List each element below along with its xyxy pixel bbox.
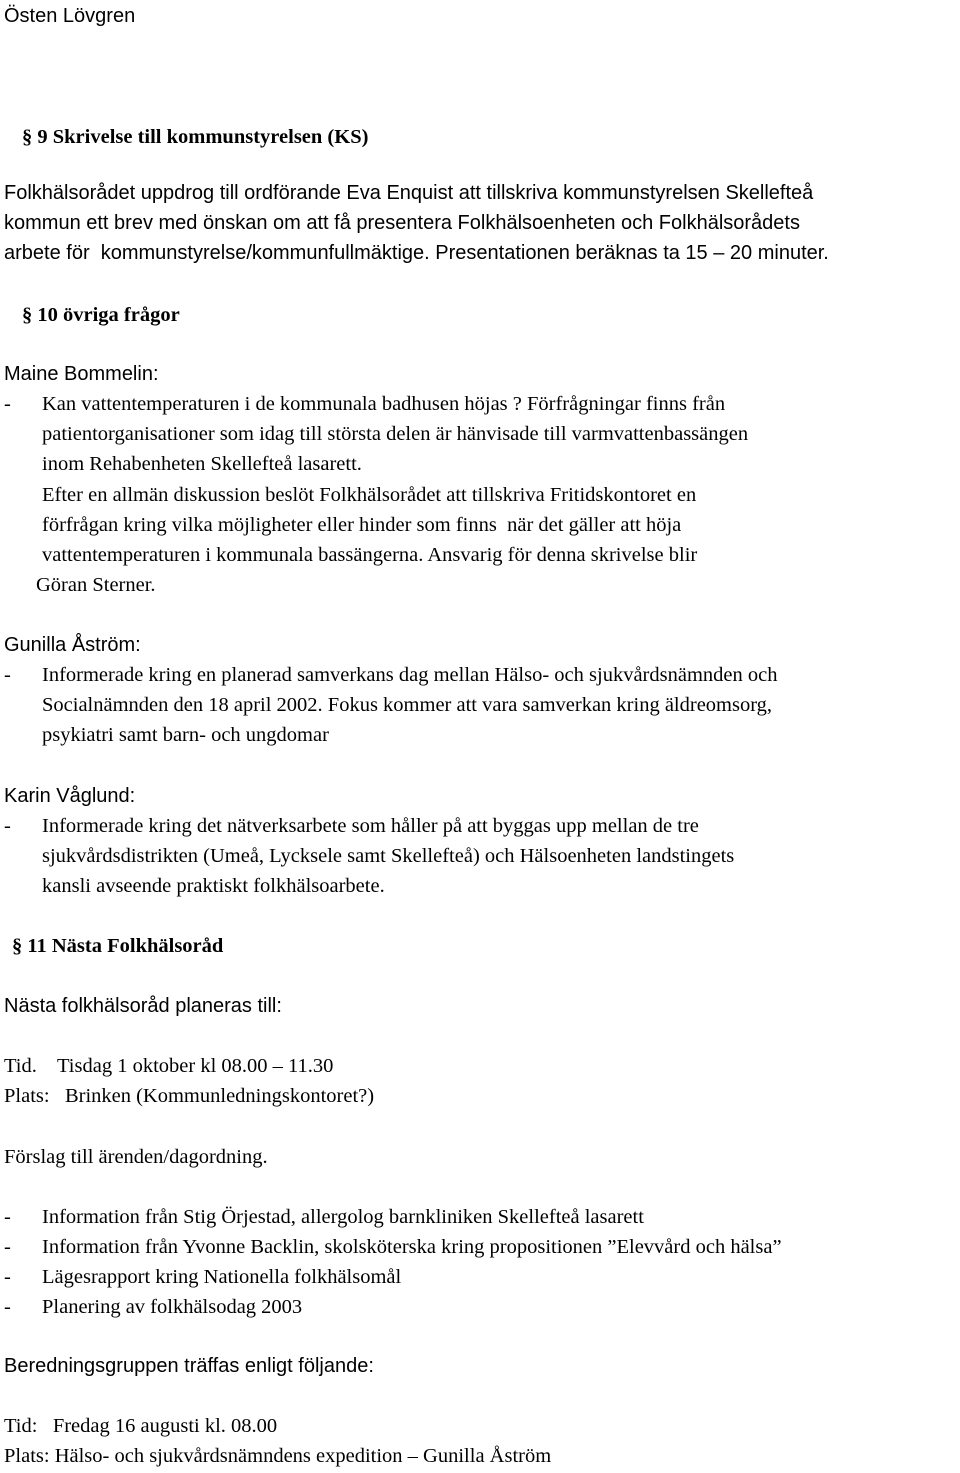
gunilla-line: psykiatri samt barn- och ungdomar	[42, 724, 329, 746]
group-heading: Beredningsgruppen träffas enligt följande:	[4, 1355, 374, 1377]
agenda-item: Planering av folkhälsodag 2003	[42, 1296, 303, 1318]
speaker-gunilla: Gunilla Åström:	[4, 634, 141, 656]
next-meeting-intro: Nästa folkhälsoråd planeras till:	[4, 995, 282, 1017]
s9-line: Folkhälsorådet uppdrog till ordförande Eva Enquist att tillskriva kommunstyrelsen Skellefteå	[4, 182, 814, 204]
agenda-item: Information från Yvonne Backlin, skolsköterska kring propositionen ”Elevvård och hälsa”	[42, 1236, 782, 1258]
group-time: Tid: Fredag 16 augusti kl. 08.00	[4, 1415, 278, 1437]
maine-line: förfrågan kring vilka möjligheter eller hinder som finns när det gäller att höja	[42, 514, 682, 536]
bullet-dash: -	[4, 815, 11, 837]
karin-line: Informerade kring det nätverksarbete som håller på att byggas upp mellan de tre	[42, 815, 699, 837]
gunilla-line: Socialnämnden den 18 april 2002. Fokus kommer att vara samverkan kring äldreomsorg,	[42, 694, 773, 716]
meeting-place: Plats: Brinken (Kommunledningskontoret?)	[4, 1085, 375, 1107]
agenda-heading: Förslag till ärenden/dagordning.	[4, 1146, 268, 1168]
maine-line: Göran Sterner.	[36, 574, 156, 596]
author-name: Östen Lövgren	[4, 5, 136, 27]
maine-line: patientorganisationer som idag till största delen är hänvisade till varmvattenbassängen	[42, 423, 749, 445]
karin-line: sjukvårdsdistrikten (Umeå, Lycksele samt Skellefteå) och Hälsoenheten landstingets	[42, 845, 735, 867]
maine-line: Kan vattentemperaturen i de kommunala badhusen höjas ? Förfrågningar finns från	[42, 393, 726, 415]
section-9-heading: § 9 Skrivelse till kommunstyrelsen (KS)	[22, 126, 369, 148]
speaker-maine: Maine Bommelin:	[4, 363, 159, 385]
bullet-dash: -	[4, 664, 11, 686]
gunilla-line: Informerade kring en planerad samverkans dag mellan Hälso- och sjukvårdsnämnden och	[42, 664, 778, 686]
maine-line: inom Rehabenheten Skellefteå lasarett.	[42, 453, 362, 475]
s9-line: kommun ett brev med önskan om att få presentera Folkhälsoenheten och Folkhälsorådets	[4, 212, 800, 234]
bullet-dash: -	[4, 1266, 11, 1288]
s9-line: arbete för kommunstyrelse/kommunfullmäktige. Presentationen beräknas ta 15 – 20 minuter.	[4, 242, 829, 264]
bullet-dash: -	[4, 1206, 11, 1228]
bullet-dash: -	[4, 1236, 11, 1258]
bullet-dash: -	[4, 1296, 11, 1318]
maine-line: vattentemperaturen i kommunala bassängerna. Ansvarig för denna skrivelse blir	[42, 544, 698, 566]
agenda-item: Information från Stig Örjestad, allergolog barnkliniken Skellefteå lasarett	[42, 1206, 644, 1228]
agenda-item: Lägesrapport kring Nationella folkhälsomål	[42, 1266, 402, 1288]
maine-line: Efter en allmän diskussion beslöt Folkhälsorådet att tillskriva Fritidskontoret en	[42, 484, 697, 506]
section-10-heading: § 10 övriga frågor	[22, 304, 180, 326]
group-place: Plats: Hälso- och sjukvårdsnämndens expedition – Gunilla Åström	[4, 1445, 552, 1467]
karin-line: kansli avseende praktiskt folkhälsoarbete.	[42, 875, 385, 897]
section-11-heading: § 11 Nästa Folkhälsoråd	[12, 935, 224, 957]
bullet-dash: -	[4, 393, 11, 415]
meeting-time: Tid. Tisdag 1 oktober kl 08.00 – 11.30	[4, 1055, 334, 1077]
speaker-karin: Karin Våglund:	[4, 785, 136, 807]
